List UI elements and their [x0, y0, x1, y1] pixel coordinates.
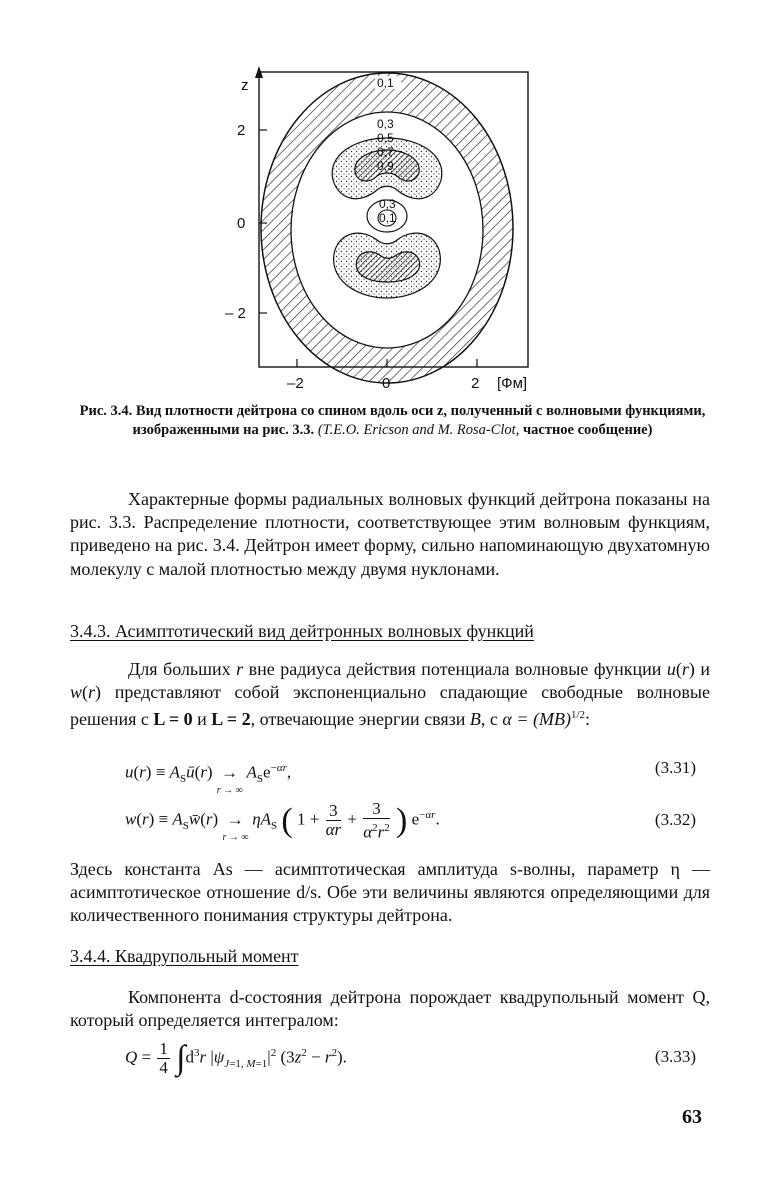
paragraph-constants: Здесь константа As — асимптотическая амплитуда s-волны, параметр η — асимптотическое отношение d/s. Обе эти величины являются определяющими для количественного понимания структуры дейтрона. — [70, 859, 710, 926]
x-tick-2: 2 — [471, 375, 480, 392]
contour-label-0-1-center: 0,1 — [379, 211, 396, 225]
caption-note: частное сообщение) — [522, 422, 653, 438]
contour-label-0-9: 0,9 — [377, 159, 394, 173]
contour-label-0-1-outer: 0,1 — [377, 76, 394, 90]
x-tick-0: 0 — [382, 375, 391, 392]
caption-credit: (T.E.O. Ericson and M. Rosa-Clot, — [317, 422, 520, 438]
deuteron-density-figure — [215, 60, 555, 395]
contour-label-0-3-upper: 0,3 — [377, 117, 394, 131]
paragraph-density: Характерные формы радиальных волновых функций дейтрона показаны на рис. 3.3. Распределение плотности, соответствующее этим волновым функциям, приведено на рис. 3.4. Дейтрон имеет форму, сильно напоминающую двухатомную молекулу с малой плотностью между двумя нуклонами. — [70, 489, 710, 579]
figure-caption — [70, 402, 715, 440]
page-number: 63 — [682, 1106, 702, 1128]
equation-3-31: $u(r) \equiv A_Sū(r)$ → r → ∞ $A_Se^{-\alpha r}$, — [125, 762, 292, 796]
contour-label-0-3-center: 0,3 — [379, 197, 396, 211]
z-axis-label: z — [241, 77, 249, 94]
equation-number-3-33: (3.33) — [654, 1047, 696, 1066]
y-tick-0: 0 — [237, 215, 246, 232]
equation-3-33: Q = $\frac{1}{4}$ $\int d^3r$ $|\psi_{J=1, M=1}|^2$ $(3z^2 - r^2)$. — [125, 1039, 347, 1077]
caption-text: Рис. 3.4. Вид плотности дейтрона со спином вдоль оси z, полученный с волновыми функциями, изображенными на рис. 3.3. — [79, 403, 706, 438]
section-heading-3-4-4: 3.4.4. Квадрупольный момент — [70, 946, 299, 966]
paragraph-asymptotic: Для больших r вне радиуса действия потенциала волновые функции u(r) и w(r) представляют собой экспоненциально спадающие свободные волновые решения с L = 0 и L = 2, отвечающие энергии связи B, с α = (MB)$^{1/2}$: — [70, 659, 711, 730]
equation-3-32: $w(r) \equiv A_Sw̄(r)$ → r → ∞ $\eta A_S$ ( 1 + $\frac{3}{\alpha r}$ + $\frac{3}{\alpha^2r^2}$ ) $e^{-\alpha r}$. — [125, 799, 440, 843]
y-tick-2: 2 — [237, 122, 246, 139]
y-tick-minus2: – 2 — [225, 305, 246, 322]
equation-number-3-31: (3.31) — [654, 758, 696, 777]
x-tick-minus2: –2 — [287, 375, 304, 392]
paragraph-quadrupole: Компонента d-состояния дейтрона порождает квадрупольный момент Q, который определяется интегралом: — [70, 987, 710, 1031]
equation-number-3-32: (3.32) — [654, 810, 696, 829]
contour-label-0-7: 0,7 — [377, 145, 394, 159]
contour-label-0-5: 0,5 — [377, 131, 394, 145]
section-heading-3-4-3: 3.4.3. Асимптотический вид дейтронных волновых функций — [70, 621, 534, 641]
x-unit-label: [Фм] — [497, 375, 528, 392]
